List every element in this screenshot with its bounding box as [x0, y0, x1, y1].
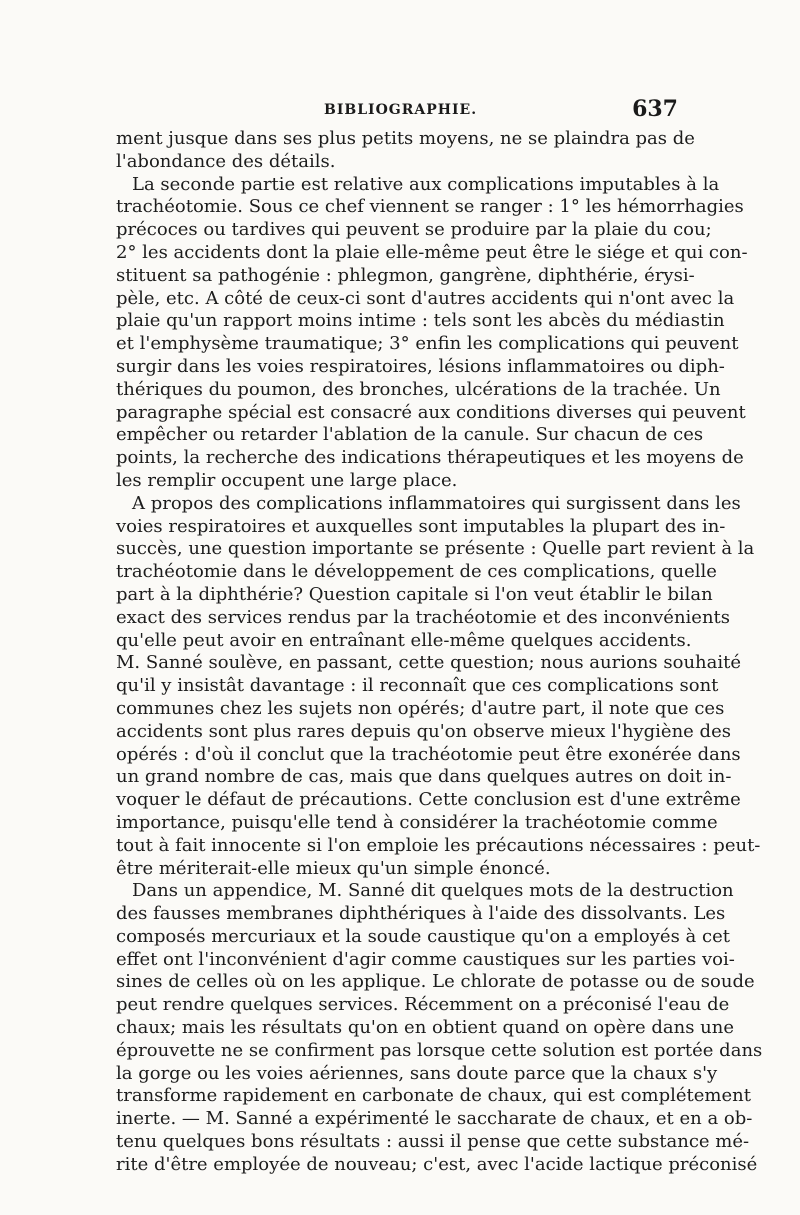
text-line: des fausses membranes diphthériques à l'aide des dissolvants. Les — [116, 903, 726, 925]
text-line: un grand nombre de cas, mais que dans quelques autres on doit in- — [116, 766, 732, 788]
body-text — [116, 128, 763, 1177]
text-line: trachéotomie. Sous ce chef viennent se ranger : 1° les hémorrhagies — [116, 196, 744, 218]
text-line: A propos des complications inflammatoires qui surgissent dans les — [132, 492, 741, 514]
page-number: 637 — [632, 96, 678, 122]
text-line: peut rendre quelques services. Récemment on a préconisé l'eau de — [116, 994, 730, 1016]
text-line: stituent sa pathogénie : phlegmon, gangrène, diphthérie, érysi- — [116, 264, 695, 286]
text-line: voies respiratoires et auxquelles sont imputables la plupart des in- — [116, 515, 726, 537]
text-line: paragraphe spécial est consacré aux conditions diverses qui peuvent — [116, 401, 746, 423]
text-line: part à la diphthérie? Question capitale si l'on veut établir le bilan — [116, 583, 713, 605]
text-line: être mériterait-elle mieux qu'un simple énoncé. — [116, 857, 551, 879]
paragraph — [116, 128, 695, 174]
text-line: empêcher ou retarder l'ablation de la canule. Sur chacun de ces — [116, 424, 704, 446]
text-line: thériques du poumon, des bronches, ulcérations de la trachée. Un — [116, 378, 721, 400]
text-line: et l'emphysème traumatique; 3° enfin les complications qui peuvent — [116, 333, 739, 355]
running-title: BIBLIOGRAPHIE. — [324, 102, 478, 118]
text-line: importance, puisqu'elle tend à considérer la trachéotomie comme — [116, 811, 718, 833]
text-line: tout à fait innocente si l'on emploie les précautions nécessaires : peut- — [116, 834, 761, 856]
text-line: la gorge ou les voies aériennes, sans doute parce que la chaux s'y — [116, 1062, 718, 1084]
text-line: surgir dans les voies respiratoires, lésions inflammatoires ou diph- — [116, 355, 725, 377]
text-line: 2° les accidents dont la plaie elle-même peut être le siége et qui con- — [116, 241, 748, 263]
page-header — [112, 96, 684, 126]
text-line: pèle, etc. A côté de ceux-ci sont d'autres accidents qui n'ont avec la — [116, 287, 735, 309]
text-line: plaie qu'un rapport moins intime : tels sont les abcès du médiastin — [116, 310, 725, 332]
text-line: éprouvette ne se confirment pas lorsque cette solution est portée dans — [116, 1039, 763, 1061]
text-line: trachéotomie dans le développement de ces complications, quelle — [116, 561, 717, 583]
text-line: chaux; mais les résultats qu'on en obtient quand on opère dans une — [116, 1017, 735, 1039]
text-line: sines de celles où on les applique. Le chlorate de potasse ou de soude — [116, 971, 755, 993]
text-line: succès, une question importante se présente : Quelle part revient à la — [116, 538, 755, 560]
text-line: qu'elle peut avoir en entraînant elle-même quelques accidents. — [116, 629, 692, 651]
paragraph — [116, 492, 761, 881]
text-line: effet ont l'inconvénient d'agir comme caustiques sur les parties voi- — [116, 948, 735, 970]
text-line: points, la recherche des indications thérapeutiques et les moyens de — [116, 447, 744, 469]
text-line: exact des services rendus par la trachéotomie et des inconvénients — [116, 606, 731, 628]
text-line: opérés : d'où il conclut que la trachéotomie peut être exonérée dans — [116, 743, 741, 765]
text-line: Dans un appendice, M. Sanné dit quelques mots de la destruction — [132, 880, 734, 902]
text-line: composés mercuriaux et la soude caustique qu'on a employés à cet — [116, 925, 730, 947]
text-line: tenu quelques bons résultats : aussi il pense que cette substance mé- — [116, 1131, 750, 1153]
text-line: communes chez les sujets non opérés; d'autre part, il note que ces — [116, 697, 725, 719]
paragraph — [116, 173, 748, 493]
text-line: voquer le défaut de précautions. Cette conclusion est d'une extrême — [116, 789, 741, 811]
text-line: inerte. — M. Sanné a expérimenté le saccharate de chaux, et en a ob- — [116, 1108, 753, 1130]
text-line: accidents sont plus rares depuis qu'on observe mieux l'hygiène des — [116, 720, 731, 742]
text-line: précoces ou tardives qui peuvent se produire par la plaie du cou; — [116, 219, 712, 241]
text-line: M. Sanné soulève, en passant, cette question; nous aurions souhaité — [116, 652, 742, 674]
text-line: l'abondance des détails. — [116, 150, 336, 172]
text-line: qu'il y insistât davantage : il reconnaît que ces complications sont — [116, 675, 719, 697]
text-line: les remplir occupent une large place. — [116, 469, 458, 491]
text-line: transforme rapidement en carbonate de chaux, qui est complétement — [116, 1085, 751, 1107]
text-line: La seconde partie est relative aux complications imputables à la — [132, 173, 720, 195]
paragraph — [116, 880, 763, 1176]
text-line: rite d'être employée de nouveau; c'est, avec l'acide lactique préconisé — [116, 1153, 758, 1175]
text-line: ment jusque dans ses plus petits moyens, ne se plaindra pas de — [116, 128, 695, 149]
